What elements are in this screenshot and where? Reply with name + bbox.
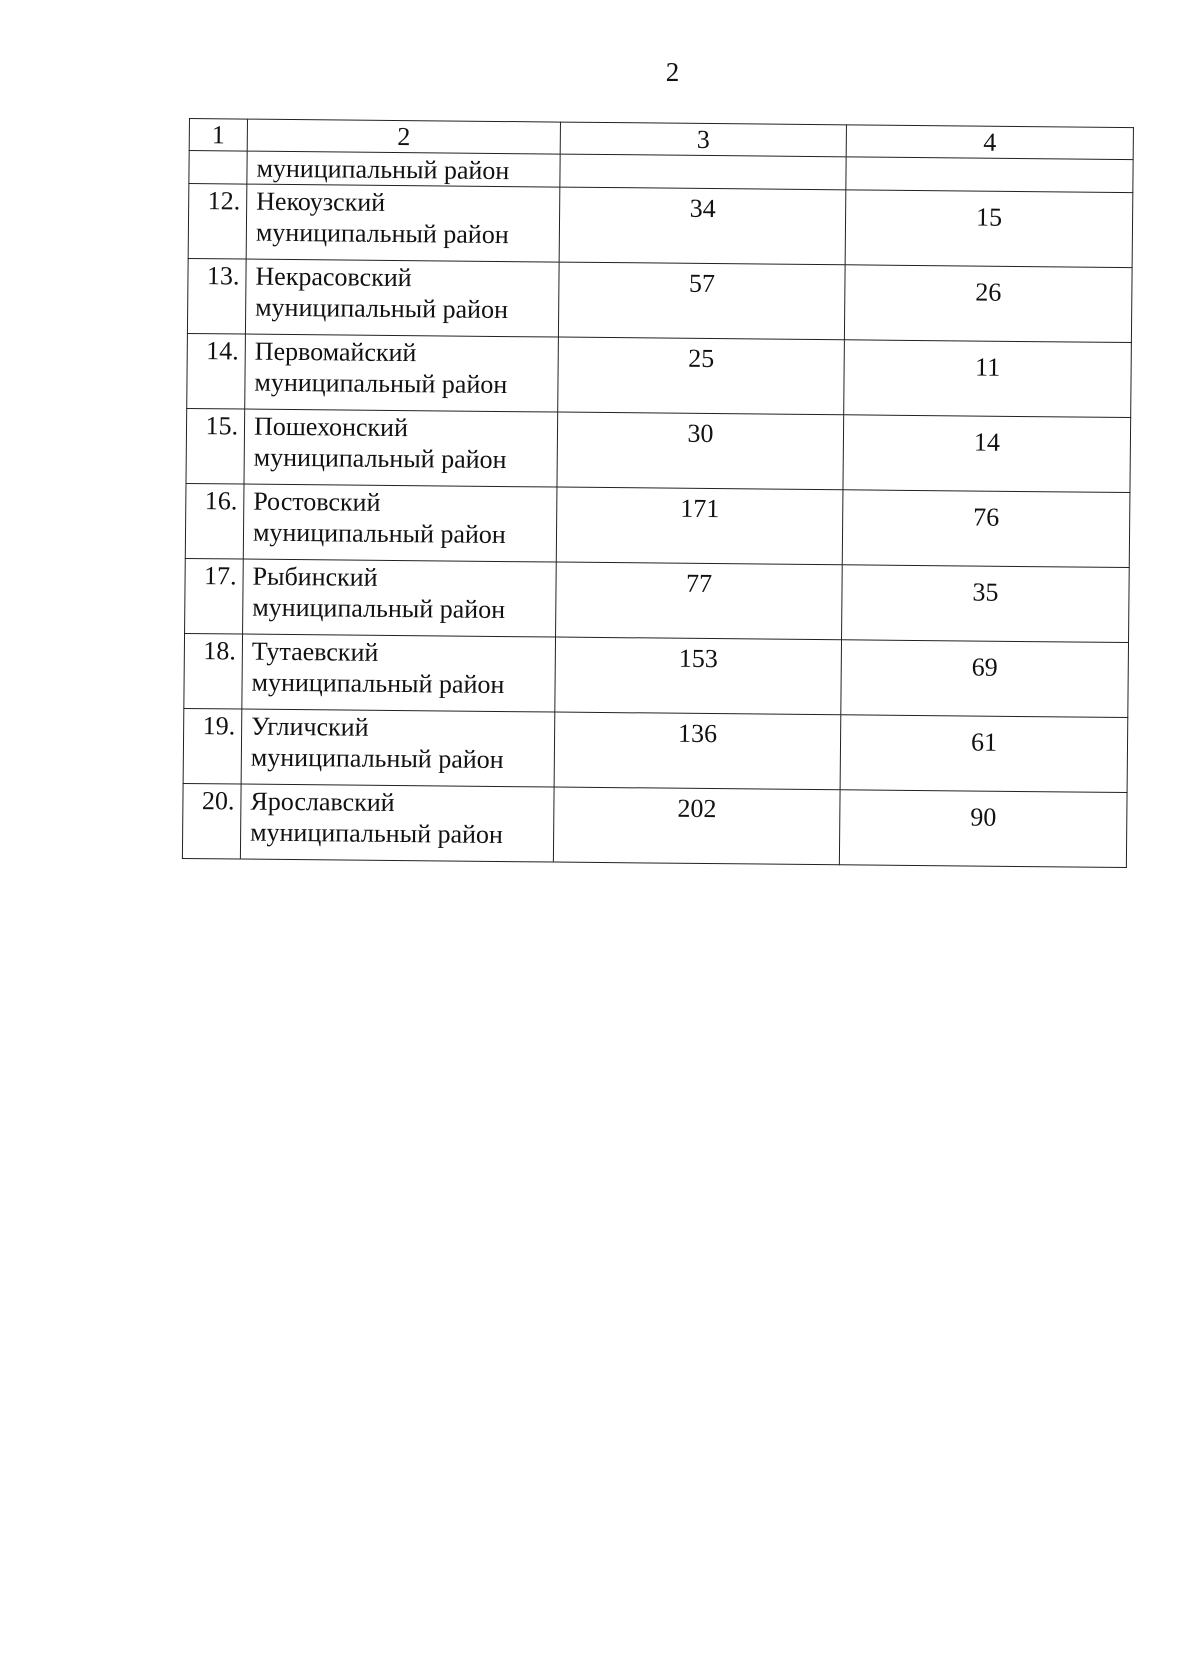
header-cell: 4: [846, 125, 1133, 160]
district-name: Ростовский: [253, 486, 381, 517]
row-number: 12.: [188, 184, 247, 260]
district-type: муниципальный район: [250, 817, 504, 850]
continuation-text: муниципальный район: [247, 151, 560, 187]
value-col3: 30: [557, 412, 844, 490]
page-number: 2: [665, 57, 680, 87]
district-name: Некрасовский: [255, 261, 412, 293]
row-number: 20.: [182, 783, 241, 859]
district-name-cell: [243, 484, 557, 562]
table-cell: [560, 154, 846, 190]
district-type: муниципальный район: [252, 592, 506, 625]
value-col3: 202: [553, 787, 840, 865]
table-cell: [846, 157, 1133, 193]
value-col3: 25: [558, 337, 845, 415]
header-cell: 2: [247, 119, 560, 154]
header-cell: 3: [560, 122, 846, 157]
row-number: 17.: [185, 558, 244, 634]
value-col4: 15: [845, 190, 1133, 268]
value-col3: 57: [558, 262, 845, 340]
value-col4: 90: [839, 790, 1127, 868]
data-table-container: [182, 118, 1133, 868]
table-row: [186, 408, 1131, 492]
district-type: муниципальный район: [254, 367, 508, 400]
district-name-cell: [246, 184, 560, 262]
table-row: [185, 558, 1130, 642]
district-name-cell: [244, 409, 558, 487]
row-number: 18.: [184, 633, 243, 709]
value-col4: 35: [842, 565, 1130, 643]
table-row: [184, 633, 1129, 717]
district-name: Первомайский: [254, 336, 417, 368]
table-row: [183, 708, 1128, 792]
district-type: муниципальный район: [253, 442, 507, 475]
header-cell: 1: [189, 119, 247, 152]
district-name: Пошехонский: [253, 411, 409, 443]
table-row: [187, 258, 1132, 342]
table-row: [187, 333, 1132, 417]
table-cell: [189, 151, 247, 185]
value-col3: 171: [556, 487, 843, 565]
value-col3: 136: [554, 712, 841, 790]
district-type: муниципальный район: [252, 517, 506, 550]
value-col4: 11: [844, 340, 1132, 418]
district-name: Угличский: [251, 711, 369, 742]
row-number: 19.: [183, 708, 242, 784]
value-col3: 153: [555, 637, 842, 715]
table-row: [188, 184, 1133, 268]
district-name-cell: [245, 259, 559, 337]
row-number: 15.: [186, 408, 245, 484]
district-name-cell: [240, 784, 554, 862]
district-name-cell: [241, 709, 555, 787]
district-name: Рыбинский: [252, 561, 378, 592]
district-name-cell: [242, 634, 556, 712]
data-table: [182, 118, 1134, 868]
row-number: 13.: [187, 258, 246, 334]
district-type: муниципальный район: [255, 217, 509, 250]
value-col4: 14: [843, 415, 1131, 493]
district-name: Ярославский: [250, 786, 395, 818]
value-col4: 26: [844, 265, 1132, 343]
table-row: [185, 483, 1130, 567]
value-col3: 34: [559, 187, 846, 265]
table-row: [182, 783, 1127, 867]
value-col4: 76: [842, 490, 1130, 568]
district-name: Некоузский: [256, 186, 386, 217]
value-col4: 61: [840, 715, 1128, 793]
value-col4: 69: [841, 640, 1129, 718]
district-name: Тутаевский: [251, 636, 379, 667]
row-number: 16.: [185, 483, 244, 559]
district-type: муниципальный район: [255, 292, 509, 325]
district-name-cell: [245, 334, 559, 412]
value-col3: 77: [556, 562, 843, 640]
row-number: 14.: [187, 333, 246, 409]
district-name-cell: [243, 559, 557, 637]
district-type: муниципальный район: [251, 667, 505, 700]
district-type: муниципальный район: [250, 742, 504, 775]
